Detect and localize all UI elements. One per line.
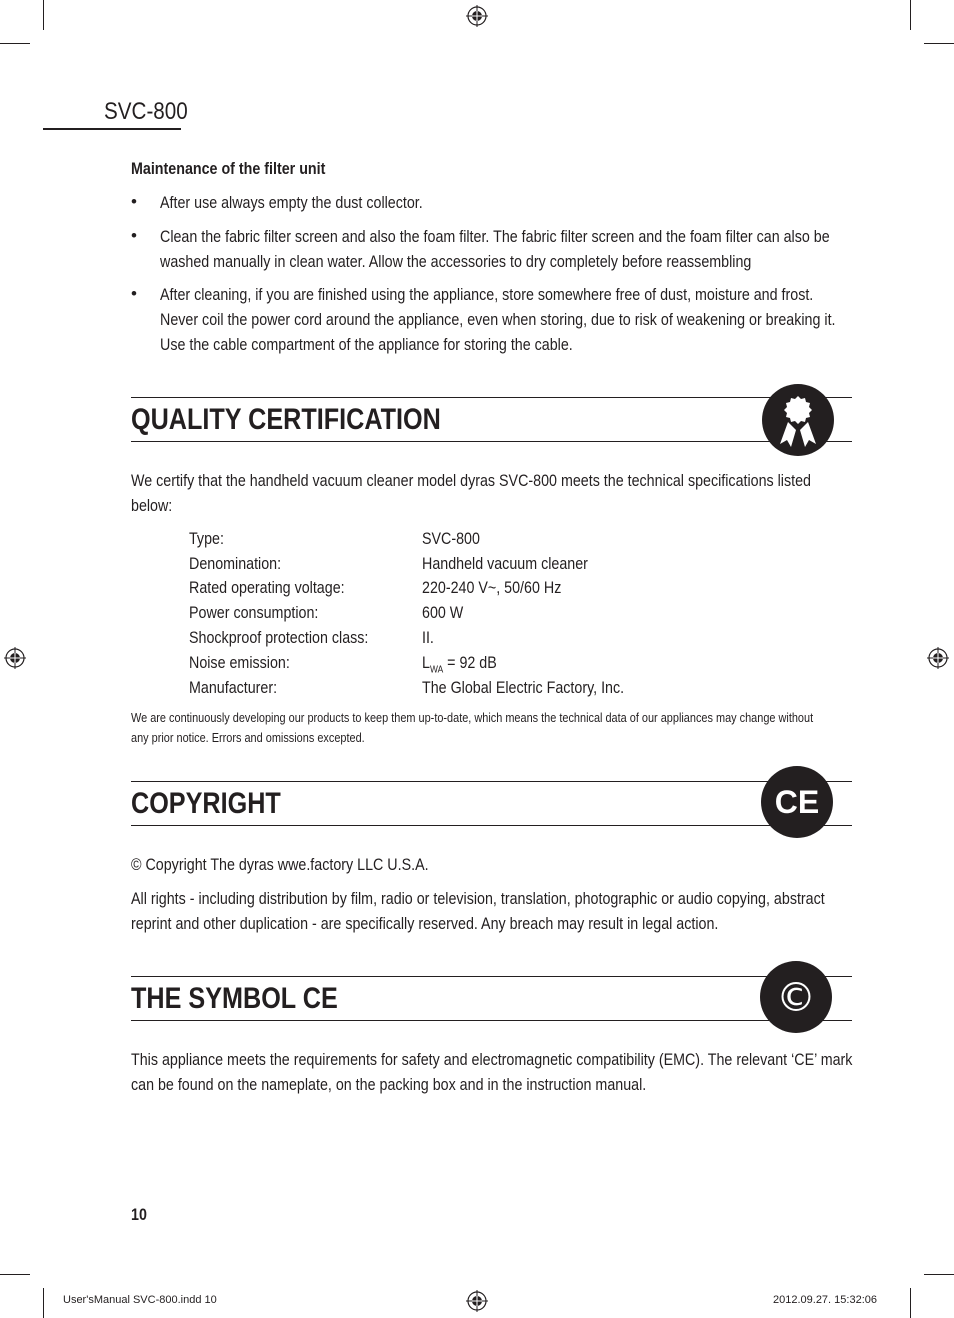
noise-symbol: L (422, 653, 430, 672)
award-ribbon-icon (762, 384, 834, 456)
copyright-icon-text: © (776, 975, 816, 1021)
model-header: SVC-800 (104, 98, 188, 125)
crop-mark (0, 43, 30, 44)
slug-file: User'sManual SVC-800.indd 10 (63, 1294, 217, 1306)
slug-date: 2012.09.27. 15:32:06 (773, 1294, 877, 1306)
section-rule-bottom (131, 441, 852, 442)
spec-label: Type: (189, 529, 224, 548)
crop-mark (910, 1288, 911, 1318)
spec-value: 600 W (422, 603, 464, 622)
spec-value: Handheld vacuum cleaner (422, 554, 588, 573)
copyright-icon (760, 961, 832, 1033)
text-line: After cleaning, if you are finished using the appliance, store somewhere free of dust, moisture and frost. (160, 285, 814, 304)
section-rule-top (131, 781, 852, 782)
maintenance-title: Maintenance of the filter unit (131, 159, 326, 178)
spec-value: The Global Electric Factory, Inc. (422, 678, 625, 697)
text-line: below: (131, 496, 173, 515)
quality-notice (131, 708, 813, 748)
text-line: any prior notice. Errors and omissions excepted. (131, 730, 365, 745)
maintenance-item (160, 224, 830, 274)
crop-mark (924, 43, 954, 44)
spec-label: Noise emission: (189, 653, 290, 672)
spec-value-noise (422, 653, 497, 675)
bullet-marker: • (131, 284, 137, 303)
maintenance-item (160, 282, 836, 357)
text-line: After use always empty the dust collector. (160, 193, 423, 212)
ce-mark-text: CE (774, 784, 820, 820)
copyright-rights (131, 886, 825, 936)
noise-value: = 92 dB (443, 653, 497, 672)
section-rule-bottom (131, 1020, 852, 1021)
crop-mark (924, 1274, 954, 1275)
text-line: All rights - including distribution by film, radio or television, translation, photographic or audio copying, abstract (131, 889, 825, 908)
spec-value: SVC-800 (422, 529, 480, 548)
quality-heading: QUALITY CERTIFICATION (131, 403, 441, 436)
spec-label: Rated operating voltage: (189, 578, 345, 597)
page-number: 10 (131, 1205, 147, 1224)
maintenance-item (160, 190, 423, 215)
text-line: Clean the fabric filter screen and also the foam filter. The fabric filter screen and the foam filter can also be (160, 227, 830, 246)
ce-heading: THE SYMBOL CE (131, 982, 338, 1015)
text-line: can be found on the nameplate, on the packing box and in the instruction manual. (131, 1075, 647, 1094)
text-line: This appliance meets the requirements for safety and electromagnetic compatibility (EMC). The relevant ‘CE’ mark (131, 1050, 853, 1069)
crop-mark (43, 0, 44, 30)
registration-mark-icon (927, 647, 949, 669)
spec-label: Shockproof protection class: (189, 628, 369, 647)
section-rule-top (131, 397, 852, 398)
registration-mark-icon (4, 647, 26, 669)
bullet-marker: • (131, 226, 137, 245)
section-rule-bottom (131, 825, 852, 826)
text-line: Use the cable compartment of the appliance for storing the cable. (160, 335, 573, 354)
header-rule (43, 128, 181, 130)
noise-subscript: WA (429, 664, 444, 676)
crop-mark (43, 1288, 44, 1318)
copyright-line: © Copyright The dyras wwe.factory LLC U.S.A. (131, 855, 429, 874)
text-line: Never coil the power cord around the appliance, even when storing, due to risk of weakening or breaking it. (160, 310, 836, 329)
spec-value: II. (422, 628, 434, 647)
spec-label: Power consumption: (189, 603, 319, 622)
spec-label: Denomination: (189, 554, 282, 573)
quality-intro (131, 468, 811, 518)
bullet-marker: • (131, 192, 137, 211)
ce-mark-icon (761, 766, 833, 838)
text-line: reprint and other duplication - are specifically reserved. Any breach may result in legal action. (131, 914, 719, 933)
registration-mark-icon (466, 5, 488, 27)
spec-value: 220-240 V~, 50/60 Hz (422, 578, 562, 597)
crop-mark (0, 1274, 30, 1275)
text-line: We are continuously developing our products to keep them up-to-date, which means the technical data of our appliances may change without (131, 710, 814, 725)
registration-mark-icon (466, 1290, 488, 1312)
copyright-heading: COPYRIGHT (131, 787, 281, 820)
section-rule-top (131, 976, 852, 977)
spec-label: Manufacturer: (189, 678, 278, 697)
text-line: We certify that the handheld vacuum cleaner model dyras SVC-800 meets the technical specifications listed (131, 471, 811, 490)
crop-mark (910, 0, 911, 30)
ce-text (131, 1047, 852, 1097)
text-line: washed manually in clean water. Allow the accessories to dry completely before reassembling (160, 252, 752, 271)
